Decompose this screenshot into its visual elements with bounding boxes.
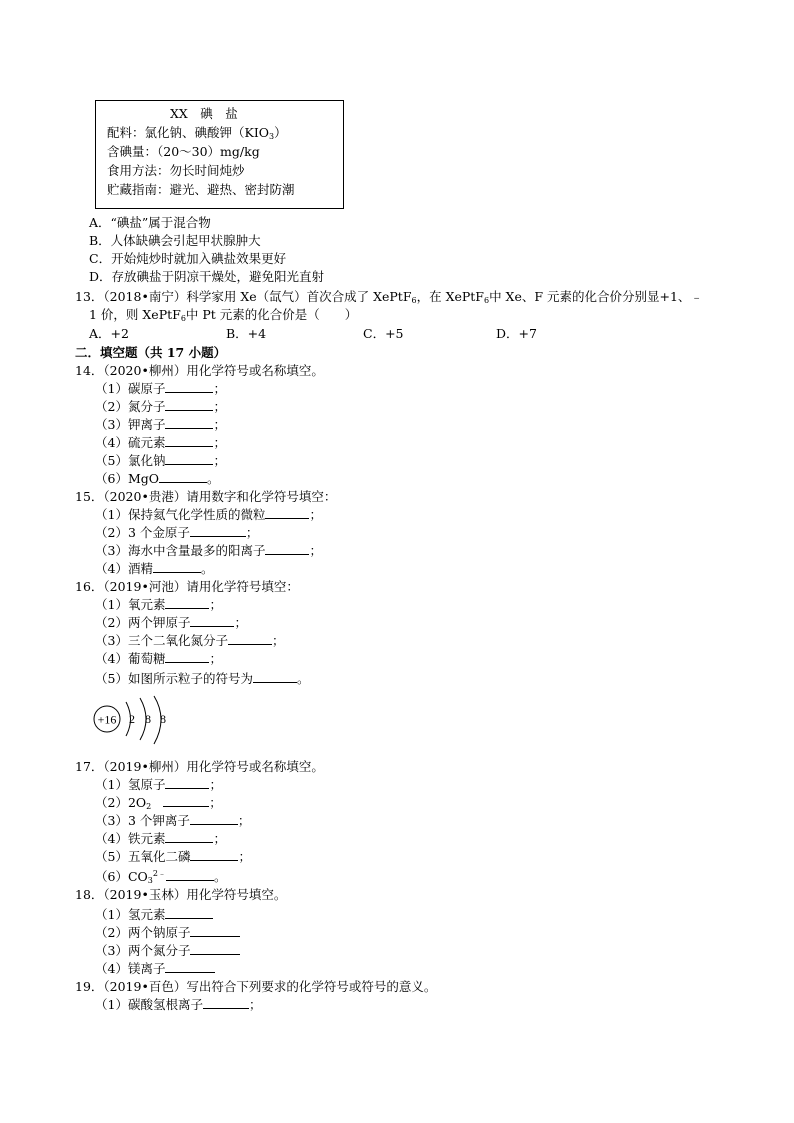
electron-count-shell-1: 2 [129,712,135,726]
q15-item-4: （4）酒精 。 [95,561,214,576]
q17-item-5: （5）五氧化二磷 ； [95,849,251,864]
q18-item-2: （2）两个钠原子 [95,924,240,942]
answer-blank[interactable] [165,417,213,429]
answer-blank[interactable] [228,633,272,645]
label-storage: 贮藏指南：避光、避热、密封防潮 [107,182,295,197]
answer-blank[interactable] [165,777,209,789]
answer-blank[interactable] [190,525,246,537]
q15-item-2: （2）3 个金原子 ； [95,525,259,540]
q18-item-3: （3）两个氮分子 [95,942,240,960]
answer-blank[interactable] [165,453,213,465]
answer-blank[interactable] [165,399,213,411]
answer-blank[interactable] [165,597,209,609]
q12-option-a: A．“碘盐”属于混合物 [89,215,211,230]
q18-item-1: （1）氢元素 [95,906,213,924]
q16-item-4: （4）葡萄糖 ； [95,651,222,666]
q18-stem: 18．（2019•玉林）用化学符号填空。 [75,887,287,902]
q19-item-1: （1）碳酸氢根离子 ； [95,997,262,1012]
answer-blank[interactable] [165,831,213,843]
q13-stem-line2: 1 价，则 XePtF$_6$中 Pt 元素的化合价是（ ） [89,307,358,323]
answer-blank[interactable] [165,907,213,919]
nucleus-charge: +16 [97,712,117,727]
answer-blank[interactable] [165,381,213,393]
q13-option-a: A．+2 [89,326,129,341]
answer-blank[interactable] [163,795,209,807]
q14-item-4: （4）硫元素 ； [95,435,226,450]
q13-option-d: D．+7 [496,326,537,341]
q18-item-4: （4）镁离子 [95,960,215,978]
answer-blank[interactable] [159,471,207,483]
answer-blank[interactable] [265,507,309,519]
label-ingredients: 配料：氯化钠、碘酸钾$(KIO_3)$ [107,125,287,141]
section-title: 二．填空题（共 17 小题） [75,345,227,360]
q15-stem: 15．（2020•贵港）请用数字和化学符号填空： [75,489,337,504]
q13-stem-line1: 13．（2018•南宁）科学家用 Xe（氙气）首次合成了 XePtF$_6$，在 XePtF$_6$中 Xe、F 元素的化合价分别显+1、﹣ [75,289,703,305]
label-title: XX 碘 盐 [170,106,238,121]
q15-item-3: （3）海水中含量最多的阳离子 ； [95,543,322,558]
q17-item-4: （4）铁元素 ； [95,831,226,846]
answer-blank[interactable] [203,997,249,1009]
answer-blank[interactable] [166,869,214,881]
answer-blank[interactable] [153,561,201,573]
q13-option-c: C．+5 [363,326,404,341]
q16-item-3: （3）三个二氧化氮分子 ； [95,633,285,648]
q14-item-3: （3）钾离子 ； [95,417,226,432]
answer-blank[interactable] [253,671,297,683]
answer-blank[interactable] [190,925,240,937]
q17-item-6: $(6)CO_3^{2﹣}$ 。 [95,869,227,885]
q14-item-5: （5）氯化钠 ； [95,453,226,468]
answer-blank[interactable] [165,651,209,663]
iodized-salt-label [95,100,344,209]
q12-option-c: C．开始炖炒时就加入碘盐效果更好 [89,251,287,266]
q16-stem: 16．（2019•河池）请用化学符号填空： [75,579,299,594]
q16-item-1: （1）氧元素 ； [95,597,222,612]
q12-option-d: D．存放碘盐于阴凉干燥处，避免阳光直射 [89,269,325,284]
q17-item-1: （1）氢原子 ； [95,777,222,792]
q15-item-1: （1）保持氦气化学性质的微粒 ； [95,507,322,522]
q19-stem: 19．（2019•百色）写出符合下列要求的化学符号或符号的意义。 [75,979,437,994]
answer-blank[interactable] [190,849,238,861]
electron-count-shell-2: 8 [145,712,151,726]
q14-item-6: （6）MgO 。 [95,471,220,486]
q17-stem: 17．（2019•柳州）用化学符号或名称填空。 [75,759,324,774]
answer-blank[interactable] [165,961,215,973]
answer-blank[interactable] [190,813,238,825]
atom-structure-diagram [90,694,180,752]
q12-option-b: B．人体缺碘会引起甲状腺肿大 [89,233,261,248]
answer-blank[interactable] [190,615,234,627]
q16-item-2: （2）两个钾原子 ； [95,615,247,630]
q14-stem: 14．（2020•柳州）用化学符号或名称填空。 [75,363,324,378]
q14-item-2: （2）氮分子 ； [95,399,226,414]
electron-count-shell-3: 8 [160,712,166,726]
answer-blank[interactable] [165,435,213,447]
q17-item-2: $(2)2O_2$ ； [95,795,222,811]
q14-item-1: （1）碳原子 ； [95,381,226,396]
label-iodine-content: 含碘量：（20～30）mg/kg [107,144,260,159]
q13-option-b: B．+4 [226,326,267,341]
q17-item-3: （3）3 个钾离子 ； [95,813,251,828]
label-usage: 食用方法：勿长时间炖炒 [107,163,245,178]
q16-item-5: （5）如图所示粒子的符号为 。 [95,671,310,686]
answer-blank[interactable] [190,943,240,955]
answer-blank[interactable] [265,543,309,555]
